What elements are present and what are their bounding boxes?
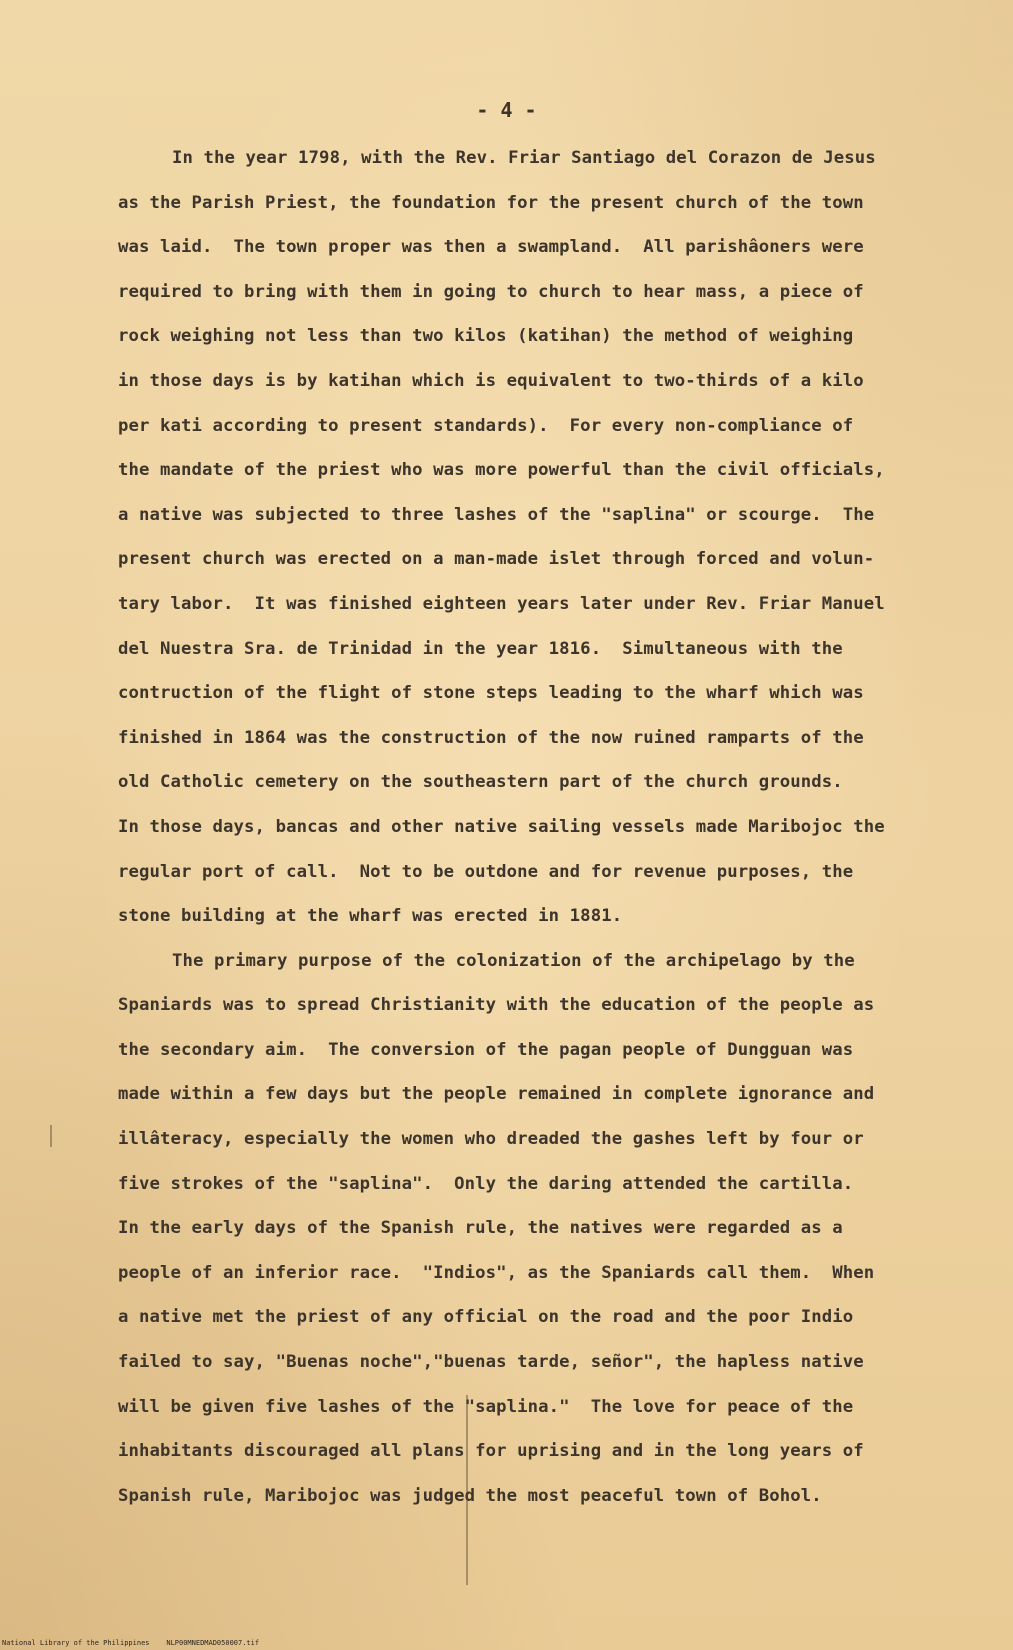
text-line: In the early days of the Spanish rule, the natives were regarded as a	[118, 1218, 843, 1239]
text-line: inhabitants discouraged all plans for uprising and in the long years of	[118, 1441, 864, 1462]
text-line: finished in 1864 was the construction of the now ruined ramparts of the	[118, 727, 864, 748]
text-line: per kati according to present standards). For every non-compliance of	[118, 415, 854, 436]
text-line: required to bring with them in going to church to hear mass, a piece of	[118, 281, 864, 302]
text-line: Spanish rule, Maribojoc was judged the most peaceful town of Bohol.	[118, 1485, 822, 1506]
text-line: a native was subjected to three lashes of the "saplina" or scourge. The	[118, 504, 875, 525]
text-line: as the Parish Priest, the foundation for the present church of the town	[118, 192, 864, 213]
text-line: in those days is by katihan which is equivalent to two-thirds of a kilo	[118, 370, 864, 391]
text-line: Spaniards was to spread Christianity with the education of the people as	[118, 995, 875, 1016]
text-line: was laid. The town proper was then a swampland. All parishâoners were	[118, 237, 864, 258]
text-line: regular port of call. Not to be outdone and for revenue purposes, the	[118, 861, 854, 882]
text-line: stone building at the wharf was erected in 1881.	[118, 906, 623, 927]
text-line: a native met the priest of any official on the road and the poor Indio	[118, 1307, 854, 1328]
text-line: will be given five lashes of the "saplina." The love for peace of the	[118, 1396, 854, 1417]
text-line: del Nuestra Sra. de Trinidad in the year 1816. Simultaneous with the	[118, 638, 843, 659]
page-number: - 4 -	[476, 98, 537, 122]
archive-footer: National Library of the Philippines NLP00MNEDMAD050007.tif	[2, 1639, 260, 1647]
text-line: failed to say, "Buenas noche","buenas tarde, señor", the hapless native	[118, 1352, 864, 1373]
paragraph-1	[118, 136, 918, 939]
text-line: illâteracy, especially the women who dreaded the gashes left by four or	[118, 1129, 864, 1150]
margin-mark	[50, 1125, 52, 1147]
body-text	[118, 136, 918, 1518]
fold-crease	[466, 1395, 468, 1585]
text-line: old Catholic cemetery on the southeastern part of the church grounds.	[118, 772, 843, 793]
text-line: the secondary aim. The conversion of the pagan people of Dungguan was	[118, 1039, 854, 1060]
text-line: tary labor. It was finished eighteen years later under Rev. Friar Manuel	[118, 593, 885, 614]
text-line: five strokes of the "saplina". Only the daring attended the cartilla.	[118, 1173, 854, 1194]
text-line: present church was erected on a man-made islet through forced and volun-	[118, 549, 875, 570]
text-line: rock weighing not less than two kilos (katihan) the method of weighing	[118, 326, 854, 347]
text-line: made within a few days but the people remained in complete ignorance and	[118, 1084, 875, 1105]
text-line: The primary purpose of the colonization of the archipelago by the	[172, 950, 855, 971]
text-line: the mandate of the priest who was more powerful than the civil officials,	[118, 460, 885, 481]
paragraph-2	[118, 939, 918, 1519]
text-line: contruction of the flight of stone steps leading to the wharf which was	[118, 683, 864, 704]
text-line: In the year 1798, with the Rev. Friar Santiago del Corazon de Jesus	[172, 148, 876, 168]
text-line: people of an inferior race. "Indios", as the Spaniards call them. When	[118, 1262, 875, 1283]
text-line: In those days, bancas and other native sailing vessels made Maribojoc the	[118, 816, 885, 837]
